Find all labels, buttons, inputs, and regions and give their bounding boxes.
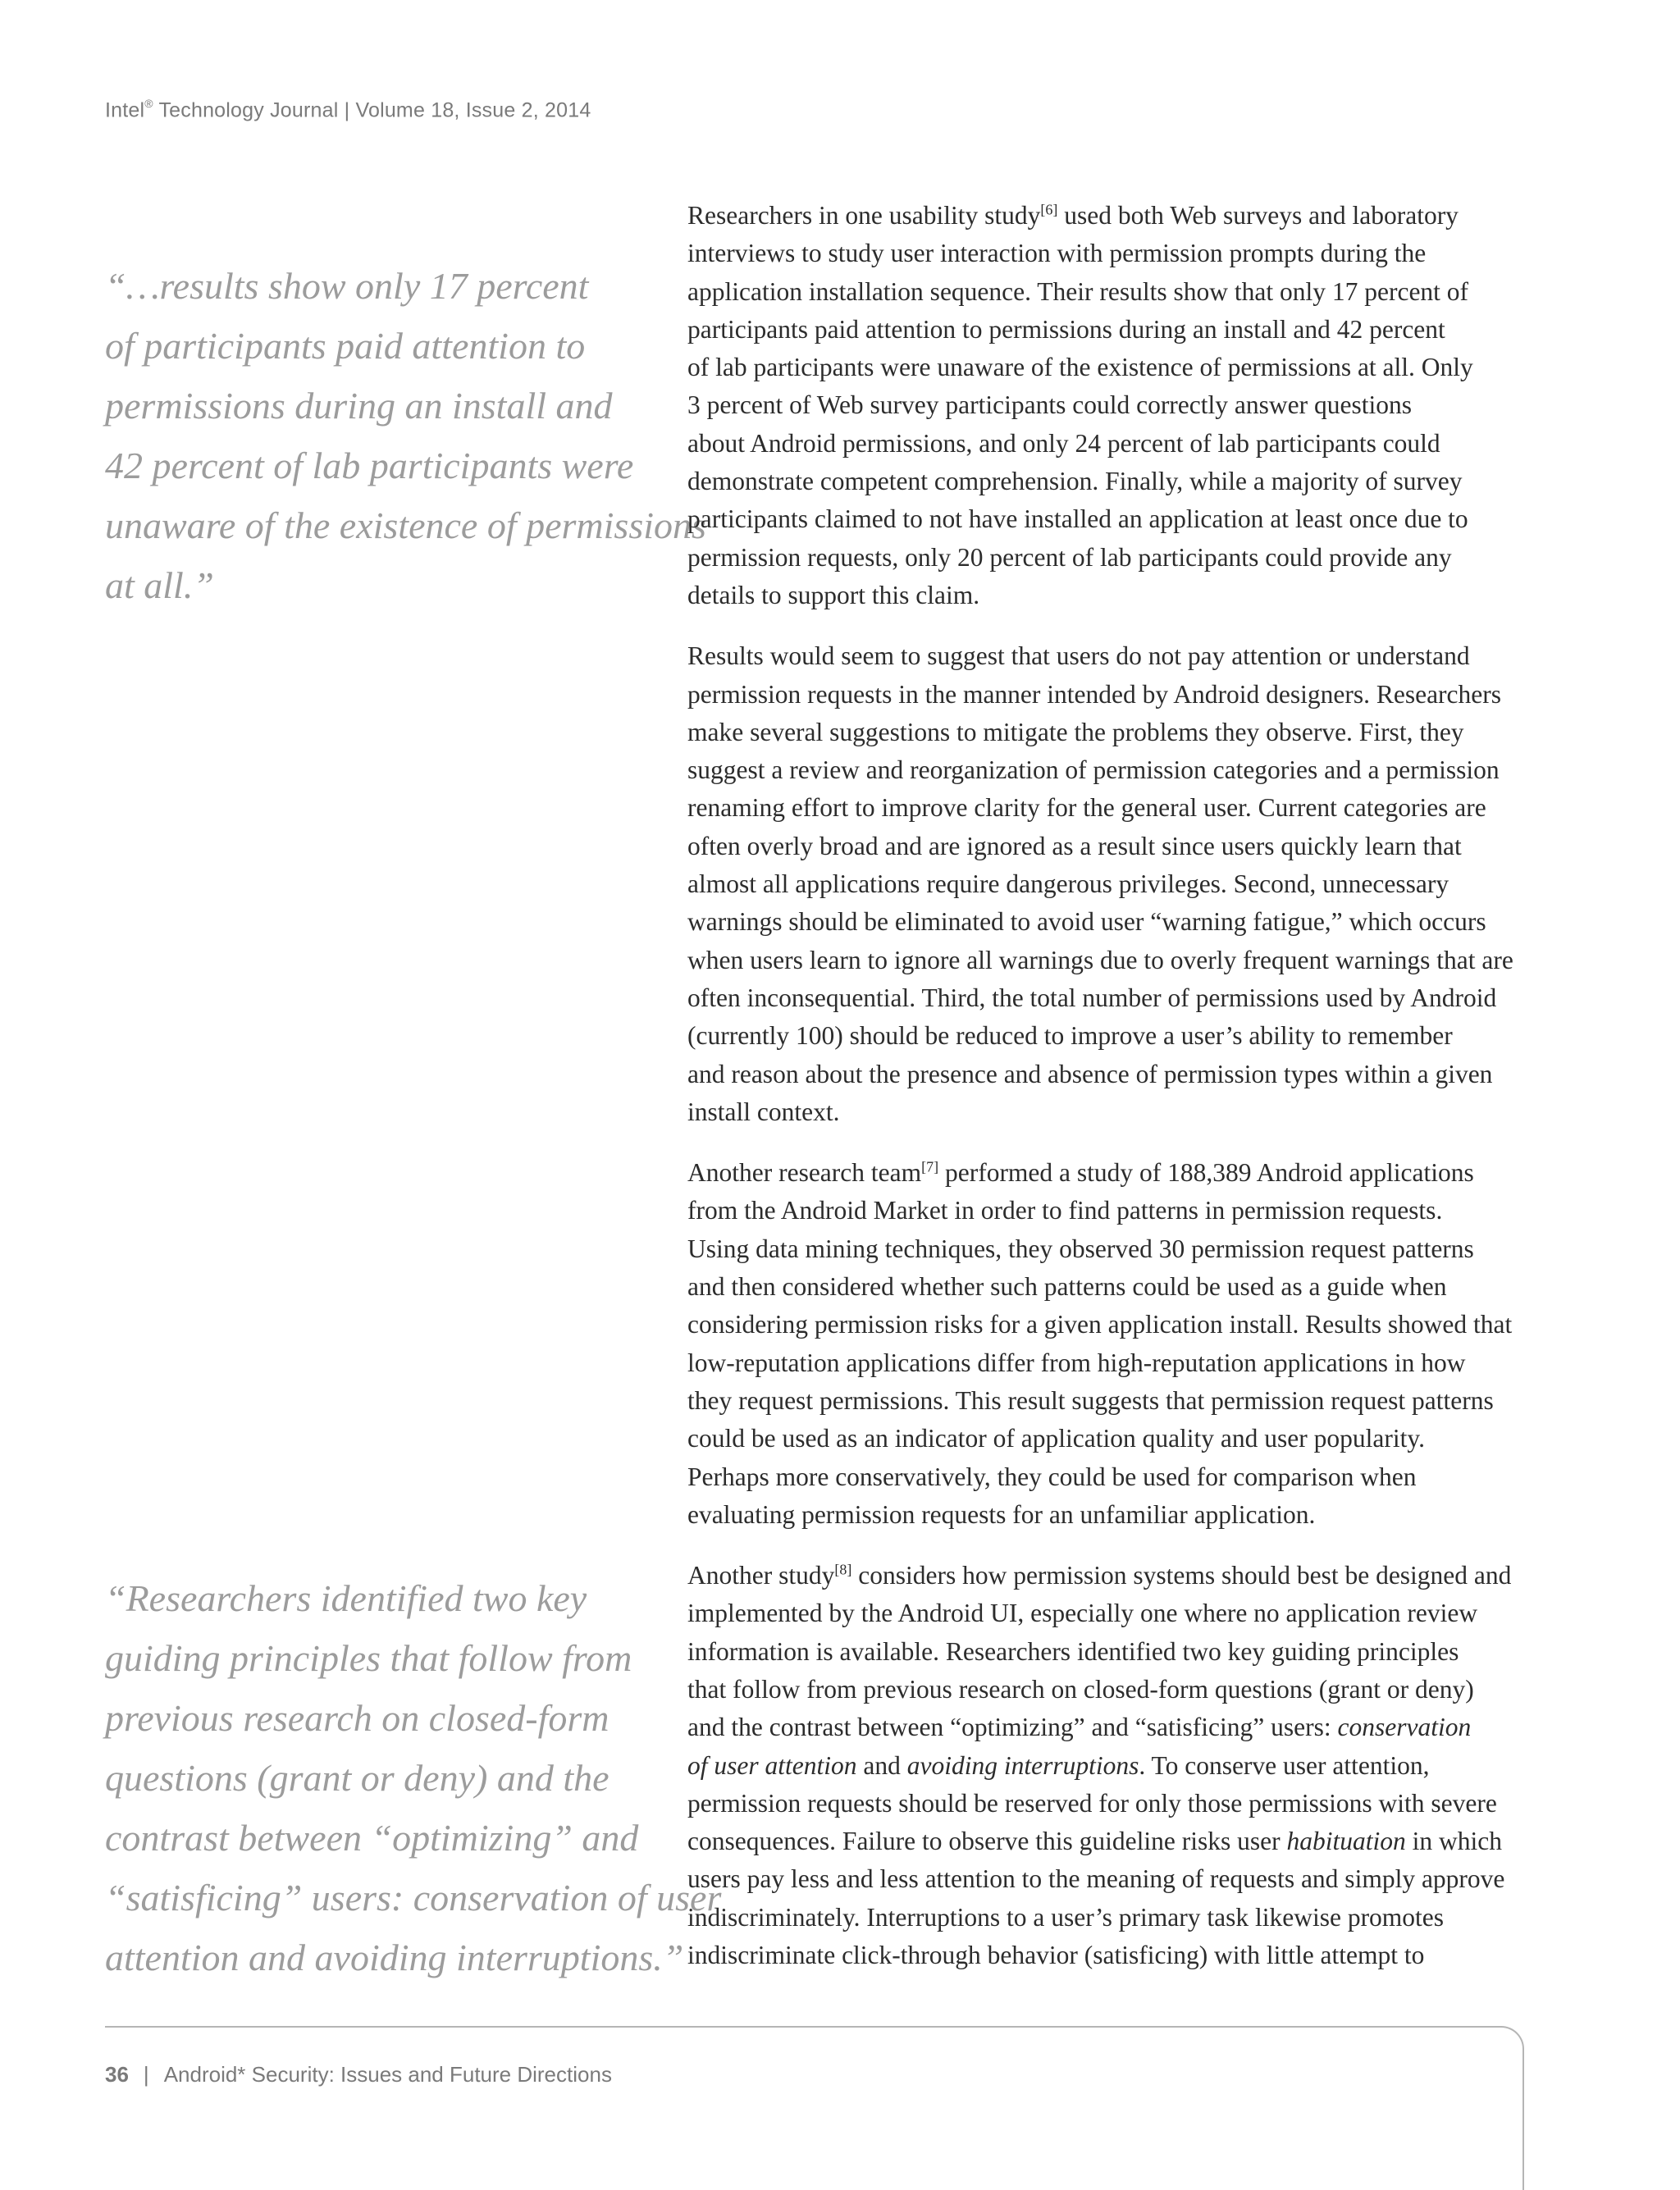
- journal-title: Technology Journal | Volume 18, Issue 2, 2014: [153, 98, 591, 122]
- paragraph-4: [687, 1557, 1532, 1974]
- body-line: [687, 1709, 1532, 1746]
- article-title: Android* Security: Issues and Future Directions: [163, 2062, 612, 2087]
- body-line: information is available. Researchers identified two key guiding principles: [687, 1636, 1459, 1666]
- emphasis: avoiding interruptions: [906, 1750, 1139, 1780]
- text-run: . To conserve user attention,: [1139, 1750, 1430, 1780]
- body-line: often inconsequential. Third, the total number of permissions used by Android: [687, 983, 1497, 1012]
- emphasis: of user attention: [687, 1750, 857, 1780]
- body-line: implemented by the Android UI, especially one where no application review: [687, 1599, 1478, 1628]
- body-line: [687, 1154, 1532, 1192]
- pull-quote-line: attention and avoiding interruptions.”: [105, 1937, 684, 1978]
- body-line: participants paid attention to permissions during an install and 42 percent: [687, 314, 1445, 344]
- body-line: permission requests should be reserved for only those permissions with severe: [687, 1788, 1497, 1818]
- paragraph-1: [687, 197, 1532, 614]
- pull-quote-2: [105, 1568, 722, 1987]
- body-line: permission requests in the manner intended by Android designers. Researchers: [687, 679, 1502, 709]
- text-run: consequences. Failure to observe this guideline risks user: [687, 1827, 1287, 1856]
- body-line: from the Android Market in order to find patterns in permission requests.: [687, 1196, 1443, 1225]
- body-line: about Android permissions, and only 24 percent of lab participants could: [687, 428, 1440, 458]
- body-line: details to support this claim.: [687, 580, 980, 609]
- body-line: and reason about the presence and absence of permission types within a given: [687, 1059, 1493, 1088]
- body-line: demonstrate competent comprehension. Finally, while a majority of survey: [687, 467, 1463, 496]
- page-footer: [105, 2062, 612, 2087]
- text-run: and the contrast between “optimizing” and “satisficing” users:: [687, 1713, 1338, 1742]
- text-run: Another research team: [687, 1158, 922, 1188]
- footer-rule: [105, 2026, 1524, 2190]
- body-line: considering permission risks for a given application install. Results showed that: [687, 1310, 1513, 1339]
- pull-quote-line: at all.”: [105, 564, 214, 606]
- body-line: application installation sequence. Their results show that only 17 percent of: [687, 276, 1469, 306]
- body-line: permission requests, only 20 percent of lab participants could provide any: [687, 542, 1452, 572]
- body-line: participants claimed to not have installed an application at least once due to: [687, 504, 1468, 534]
- body-line: [687, 1747, 1532, 1785]
- citation-ref-8[interactable]: [8]: [834, 1561, 852, 1578]
- body-line: when users learn to ignore all warnings due to overly frequent warnings that are: [687, 945, 1513, 974]
- body-line: and then considered whether such patterns could be used as a guide when: [687, 1272, 1447, 1302]
- pull-quote-line: “satisficing” users: conservation of user: [105, 1877, 722, 1919]
- pull-quote-line: “Researchers identified two key: [105, 1577, 587, 1619]
- body-line: [687, 197, 1532, 235]
- body-line: Using data mining techniques, they observed 30 permission request patterns: [687, 1234, 1474, 1263]
- emphasis: habituation: [1286, 1827, 1406, 1856]
- text-run: used both Web surveys and laboratory: [1057, 201, 1459, 230]
- body-line: evaluating permission requests for an unfamiliar application.: [687, 1499, 1316, 1529]
- pull-quote-line: questions (grant or deny) and the: [105, 1757, 609, 1799]
- text-run: Another study: [687, 1561, 835, 1590]
- body-line: Perhaps more conservatively, they could be used for comparison when: [687, 1462, 1417, 1491]
- body-line: users pay less and less attention to the meaning of requests and simply approve: [687, 1864, 1505, 1894]
- body-line: renaming effort to improve clarity for the general user. Current categories are: [687, 793, 1486, 823]
- body-line: suggest a review and reorganization of permission categories and a permission: [687, 755, 1500, 785]
- pull-quote-line: previous research on closed-form: [105, 1697, 609, 1739]
- text-run: Researchers in one usability study: [687, 201, 1041, 230]
- pull-quote-line: “…results show only 17 percent: [105, 265, 589, 307]
- text-run: in which: [1405, 1827, 1502, 1856]
- body-line: often overly broad and are ignored as a result since users quickly learn that: [687, 831, 1462, 860]
- pull-quote-line: contrast between “optimizing” and: [105, 1817, 639, 1859]
- body-line: that follow from previous research on closed-form questions (grant or deny): [687, 1674, 1474, 1704]
- page-number: 36: [105, 2062, 129, 2087]
- body-line: low-reputation applications differ from high-reputation applications in how: [687, 1348, 1466, 1377]
- pull-quote-line: of participants paid attention to: [105, 325, 586, 367]
- body-line: of lab participants were unaware of the existence of permissions at all. Only: [687, 353, 1473, 382]
- text-run: and: [856, 1750, 907, 1780]
- pull-quote-1: [105, 256, 706, 615]
- citation-ref-6[interactable]: [6]: [1040, 201, 1058, 218]
- body-line: 3 percent of Web survey participants could correctly answer questions: [687, 390, 1412, 420]
- pull-quote-line: 42 percent of lab participants were: [105, 445, 634, 486]
- body-line: almost all applications require dangerous privileges. Second, unnecessary: [687, 869, 1449, 899]
- pull-quote-line: permissions during an install and: [105, 385, 613, 427]
- text-run: performed a study of 188,389 Android applications: [938, 1158, 1474, 1188]
- emphasis: conservation: [1337, 1713, 1472, 1742]
- body-line: could be used as an indicator of application quality and user popularity.: [687, 1424, 1425, 1453]
- paragraph-3: [687, 1154, 1532, 1534]
- body-line: make several suggestions to mitigate the problems they observe. First, they: [687, 717, 1464, 746]
- journal-header: [105, 98, 591, 122]
- body-line: (currently 100) should be reduced to improve a user’s ability to remember: [687, 1021, 1453, 1051]
- text-run: considers how permission systems should best be designed and: [851, 1561, 1512, 1590]
- body-line: they request permissions. This result suggests that permission request patterns: [687, 1385, 1494, 1415]
- article-body: [687, 197, 1532, 1997]
- body-line: indiscriminate click-through behavior (satisficing) with little attempt to: [687, 1941, 1425, 1970]
- pull-quote-line: unaware of the existence of permissions: [105, 504, 706, 546]
- registered-mark: ®: [144, 97, 153, 110]
- body-line: [687, 1557, 1532, 1595]
- pull-quote-line: guiding principles that follow from: [105, 1637, 632, 1679]
- footer-separator: |: [143, 2062, 149, 2087]
- body-line: warnings should be eliminated to avoid user “warning fatigue,” which occurs: [687, 907, 1486, 937]
- body-line: interviews to study user interaction with permission prompts during the: [687, 239, 1427, 268]
- body-line: Results would seem to suggest that users do not pay attention or understand: [687, 641, 1470, 671]
- journal-brand: Intel: [105, 98, 145, 122]
- paragraph-2: [687, 637, 1532, 1131]
- citation-ref-7[interactable]: [7]: [921, 1158, 939, 1175]
- body-line: install context.: [687, 1097, 840, 1126]
- body-line: indiscriminately. Interruptions to a user’s primary task likewise promotes: [687, 1902, 1445, 1932]
- body-line: [687, 1823, 1532, 1860]
